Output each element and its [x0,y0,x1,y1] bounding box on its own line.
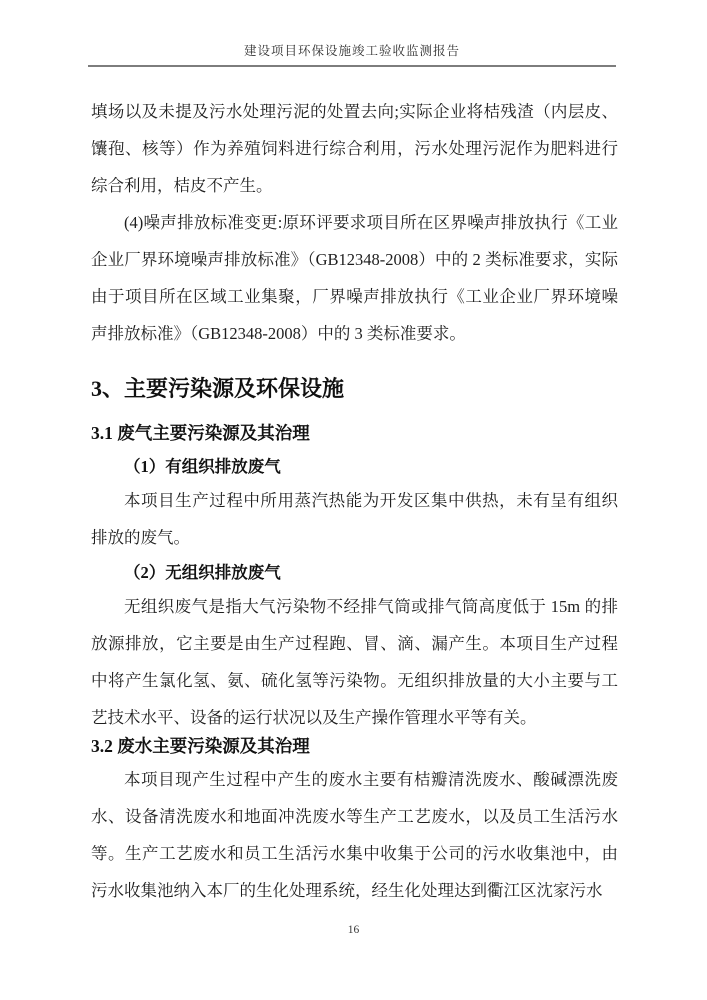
heading-organized-exhaust: （1）有组织排放废气 [124,457,281,476]
paragraph-wastewater: 本项目现产生过程中产生的废水主要有桔瓣清洗废水、酸碱漂洗废水、设备清洗废水和地面冲洗废水等生产工艺废水，以及员工生活污水等。生产工艺废水和员工生活污水集中收集于公司的污水收集池中，由污水收集池纳入本厂的生化处理系统，经生化处理达到衢江区沈家污水 [91,770,618,900]
heading-section-3: 3、主要污染源及环保设施 [91,376,345,401]
page-number: 16 [347,924,360,936]
paragraph-organized-exhaust: 本项目生产过程中所用蒸汽热能为开发区集中供热，未有呈有组织排放的废气。 [91,491,618,547]
paragraph-waste-disposal-continuation: 填场以及未提及污水处理污泥的处置去向;实际企业将桔残渣（内层皮、馕孢、核等）作为养殖饲料进行综合利用，污水处理污泥作为肥料进行综合利用，桔皮不产生。 [91,102,618,195]
paragraph-noise-standard-change: (4)噪声排放标准变更:原环评要求项目所在区界噪声排放执行《工业企业厂界环境噪声排放标准》（GB12348-2008）中的 2 类标准要求，实际由于项目所在区域工业集聚，厂界噪声排放执行《工业企业厂界环境噪声排放标准》（GB12348-2008）中的 3 类标准要求。 [91,213,618,343]
heading-section-3-1: 3.1 废气主要污染源及其治理 [91,423,310,443]
heading-section-3-2: 3.2 废水主要污染源及其治理 [91,736,310,756]
heading-unorganized-exhaust: （2）无组织排放废气 [124,563,281,582]
header-title: 建设项目环保设施竣工验收监测报告 [243,44,460,58]
page-header [88,43,616,67]
page-footer [0,924,707,936]
document-body [91,93,618,909]
paragraph-unorganized-exhaust: 无组织废气是指大气污染物不经排气筒或排气筒高度低于 15m 的排放源排放，它主要是由生产过程跑、冒、滴、漏产生。本项目生产过程中将产生氯化氢、氨、硫化氢等污染物。无组织排放量的大小主要与工艺技术水平、设备的运行状况以及生产操作管理水平等有关。 [91,597,618,727]
